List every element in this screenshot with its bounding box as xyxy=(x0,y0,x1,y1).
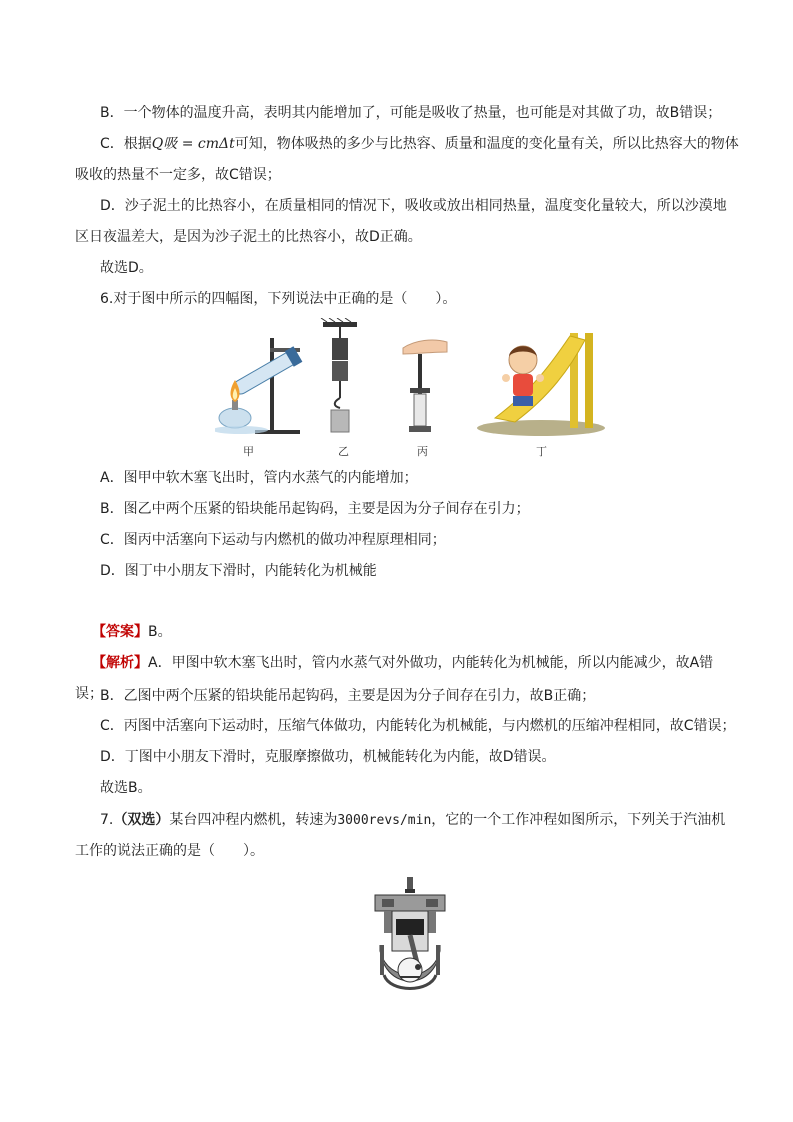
engine-svg xyxy=(370,875,450,1000)
prev-option-c xyxy=(100,134,739,154)
engine-speed: 3000revs/min xyxy=(337,813,432,828)
prev-choose: 故选D。 xyxy=(100,260,153,276)
heat-formula: Q吸 = cmΔt xyxy=(151,136,235,152)
figure-bing-piston xyxy=(403,340,447,432)
four-figures-svg xyxy=(215,318,610,458)
analysis-a: A．甲图中软木塞飞出时，管内水蒸气对外做功，内能转化为机械能，所以内能减少，故A错 xyxy=(148,655,714,671)
prev-option-b: B．一个物体的温度升高，表明其内能增加了，可能是吸收了热量，也可能是对其做了功，故B错误； xyxy=(100,105,722,121)
prev-option-c-prefix: C．根据 xyxy=(100,136,152,152)
prev-option-c-rest: 可知，物体吸热的多少与比热容、质量和温度的变化量有关，所以比热容大的物体 xyxy=(234,136,739,152)
caption-jia: 甲 xyxy=(243,445,254,458)
figure-ding-slide xyxy=(477,333,605,436)
question-6-analysis-b: B．乙图中两个压紧的铅块能吊起钩码，主要是因为分子间存在引力，故B正确； xyxy=(100,688,596,704)
answer-label: 【答案】 xyxy=(92,624,148,640)
figure-jia-test-tube xyxy=(215,338,302,434)
answer-value: B。 xyxy=(148,624,172,640)
prev-option-d-line1: D．沙子泥土的比热容小，在质量相同的情况下，吸收或放出相同热量，温度变化量较大，所以沙漠地 xyxy=(100,198,727,214)
question-7-stem-a: 某台四冲程内燃机，转速为 xyxy=(169,812,338,828)
caption-ding: 丁 xyxy=(536,445,547,458)
prev-option-d-line2: 区日夜温差大，是因为沙子泥土的比热容小，故D正确。 xyxy=(75,229,422,245)
question-6-option-c: C．图丙中活塞向下运动与内燃机的做功冲程原理相同； xyxy=(100,532,446,548)
caption-bing: 丙 xyxy=(417,445,428,458)
engine-figure xyxy=(370,875,450,1000)
question-6-choose: 故选B。 xyxy=(100,780,152,796)
question-6-analysis-line2: 误； xyxy=(75,686,103,702)
question-7-stem-b: ，它的一个工作冲程如图所示，下列关于汽油机 xyxy=(431,812,726,828)
question-6-option-d: D．图丁中小朋友下滑时，内能转化为机械能 xyxy=(100,563,377,579)
figure-yi-lead-blocks xyxy=(321,318,357,432)
prev-option-c-line2: 吸收的热量不一定多，故C错误； xyxy=(75,167,281,183)
question-6-analysis-line1 xyxy=(92,653,713,673)
question-7-number: 7. xyxy=(100,812,114,828)
question-6-analysis-c: C．丙图中活塞向下运动时，压缩气体做功，内能转化为机械能，与内燃机的压缩冲程相同，故C错误； xyxy=(100,718,736,734)
question-6-stem: 6.对于图中所示的四幅图，下列说法中正确的是（ ）。 xyxy=(100,291,457,307)
analysis-label: 【解析】 xyxy=(92,655,148,671)
question-7-stem xyxy=(100,810,725,831)
question-6-option-a: A．图甲中软木塞飞出时，管内水蒸气的内能增加； xyxy=(100,470,418,486)
question-6-option-b: B．图乙中两个压紧的铅块能吊起钩码，主要是因为分子间存在引力； xyxy=(100,501,530,517)
four-figures xyxy=(215,318,610,458)
question-6-analysis-d: D．丁图中小朋友下滑时，克服摩擦做功，机械能转化为内能，故D错误。 xyxy=(100,749,556,765)
question-6-answer xyxy=(92,622,172,642)
caption-yi: 乙 xyxy=(338,445,349,458)
question-7-stem-line2: 工作的说法正确的是（ ）。 xyxy=(75,843,264,859)
question-7-tag: （双选） xyxy=(113,812,170,828)
